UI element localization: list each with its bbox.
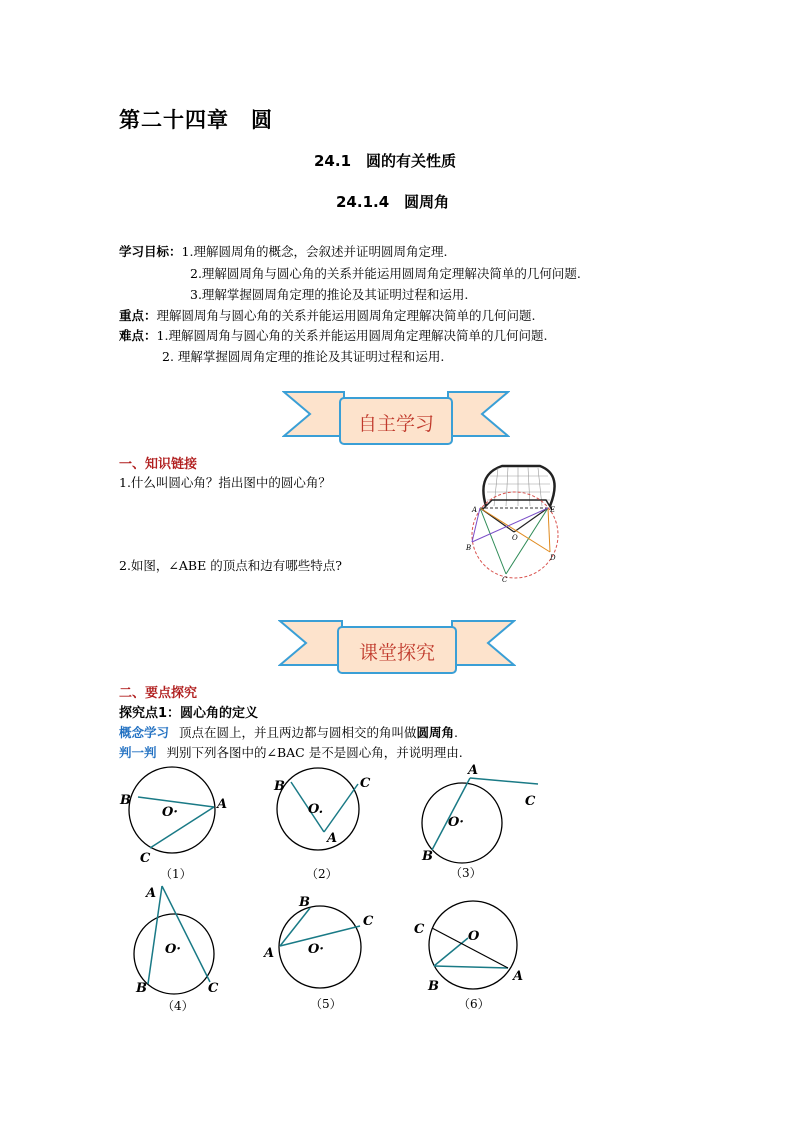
- fig-label: A: [513, 969, 524, 984]
- fig-label: B: [136, 981, 147, 996]
- fig-caption: （3）: [450, 866, 482, 880]
- fig-label: C: [414, 922, 425, 937]
- concept-text: 顶点在圆上，并且两边都与圆相交的角叫做: [179, 725, 417, 740]
- objective-item: 3.理解掌握圆周角定理的推论及其证明过程和运用.: [190, 287, 469, 302]
- difficulty-item: 1.理解圆周角与圆心角的关系并能运用圆周角定理解决简单的几何问题.: [156, 328, 548, 343]
- subsection-title: 24.1.4 圆周角: [336, 193, 450, 211]
- knowledge-figure: [462, 460, 572, 585]
- fig-label: O.: [308, 802, 324, 817]
- key-point: [119, 306, 536, 326]
- fig-caption: （6）: [458, 997, 490, 1011]
- fig-label: A: [468, 763, 479, 778]
- fig-label: O·: [165, 942, 181, 957]
- fig-label: A: [146, 886, 157, 901]
- question-1: 1.什么叫圆心角？指出图中的圆心角？: [119, 475, 331, 490]
- fig-label: B: [120, 793, 131, 808]
- difficulty: [119, 326, 547, 346]
- fig-label: A: [264, 946, 275, 961]
- fig-label: A: [217, 797, 228, 812]
- point-1-title: 探究点1：圆心角的定义: [119, 706, 259, 721]
- part2-heading: 二、要点探究: [119, 686, 198, 701]
- fig-label: O·: [308, 942, 324, 957]
- banner-self-study: [282, 388, 510, 450]
- fig-label: C: [208, 981, 219, 996]
- judge-line: [119, 743, 463, 761]
- part1-heading: 一、知识链接: [119, 457, 198, 472]
- difficulty-item: 2. 理解掌握圆周角定理的推论及其证明过程和运用.: [162, 349, 445, 364]
- judge-tag: 判一判: [119, 745, 157, 760]
- fig-caption: （4）: [162, 999, 194, 1013]
- key-point-text: 理解圆周角与圆心角的关系并能运用圆周角定理解决简单的几何问题.: [156, 308, 536, 323]
- fig-label: C: [363, 914, 374, 929]
- banner-class-explore-text: 课堂探究: [358, 642, 436, 664]
- judge-text: 判别下列各图中的∠BAC 是不是圆心角，并说明理由.: [166, 745, 463, 760]
- fig-label: O: [468, 929, 480, 944]
- fig-label: B: [274, 779, 285, 794]
- fig-label: C: [360, 776, 371, 791]
- question-2: 2.如图，∠ABE 的顶点和边有哪些特点?: [119, 558, 342, 573]
- fig-label: B: [422, 849, 433, 864]
- fig-label: A: [327, 831, 338, 846]
- banner-self-study-text: 自主学习: [357, 413, 435, 435]
- fig-label: C: [140, 851, 151, 866]
- fig-caption: （1）: [160, 867, 192, 881]
- fig-caption: （5）: [310, 997, 342, 1011]
- objective-item: 1.理解圆周角的概念，会叙述并证明圆周角定理.: [181, 244, 448, 259]
- fig-label: A: [472, 506, 478, 514]
- banner-class-explore: [278, 617, 516, 679]
- concept-tag: 概念学习: [119, 725, 170, 740]
- fig-label: B: [428, 979, 439, 994]
- figures-group: [110, 760, 560, 1020]
- concept-term: 圆周角: [416, 725, 455, 740]
- concept-line: [119, 723, 458, 741]
- key-point-label: 重点：: [119, 308, 157, 323]
- chapter-title: 第二十四章 圆: [119, 108, 273, 132]
- fig-label: E: [550, 506, 556, 514]
- objective-item: 2.理解圆周角与圆心角的关系并能运用圆周角定理解决简单的几何问题.: [190, 266, 581, 281]
- fig-label: O·: [448, 815, 464, 830]
- objectives-label: 学习目标：: [119, 244, 182, 259]
- difficulty-label: 难点：: [119, 328, 157, 343]
- objectives: [119, 242, 447, 262]
- fig-label: C: [525, 794, 536, 809]
- fig-label: D: [550, 554, 556, 562]
- fig-label: B: [299, 895, 310, 910]
- section-title: 24.1 圆的有关性质: [314, 152, 457, 170]
- fig-caption: （2）: [306, 867, 338, 881]
- fig-label: O·: [162, 805, 178, 820]
- fig-label: C: [502, 576, 508, 584]
- fig-label: O: [512, 534, 518, 542]
- concept-end: .: [454, 725, 459, 740]
- fig-label: B: [466, 544, 472, 552]
